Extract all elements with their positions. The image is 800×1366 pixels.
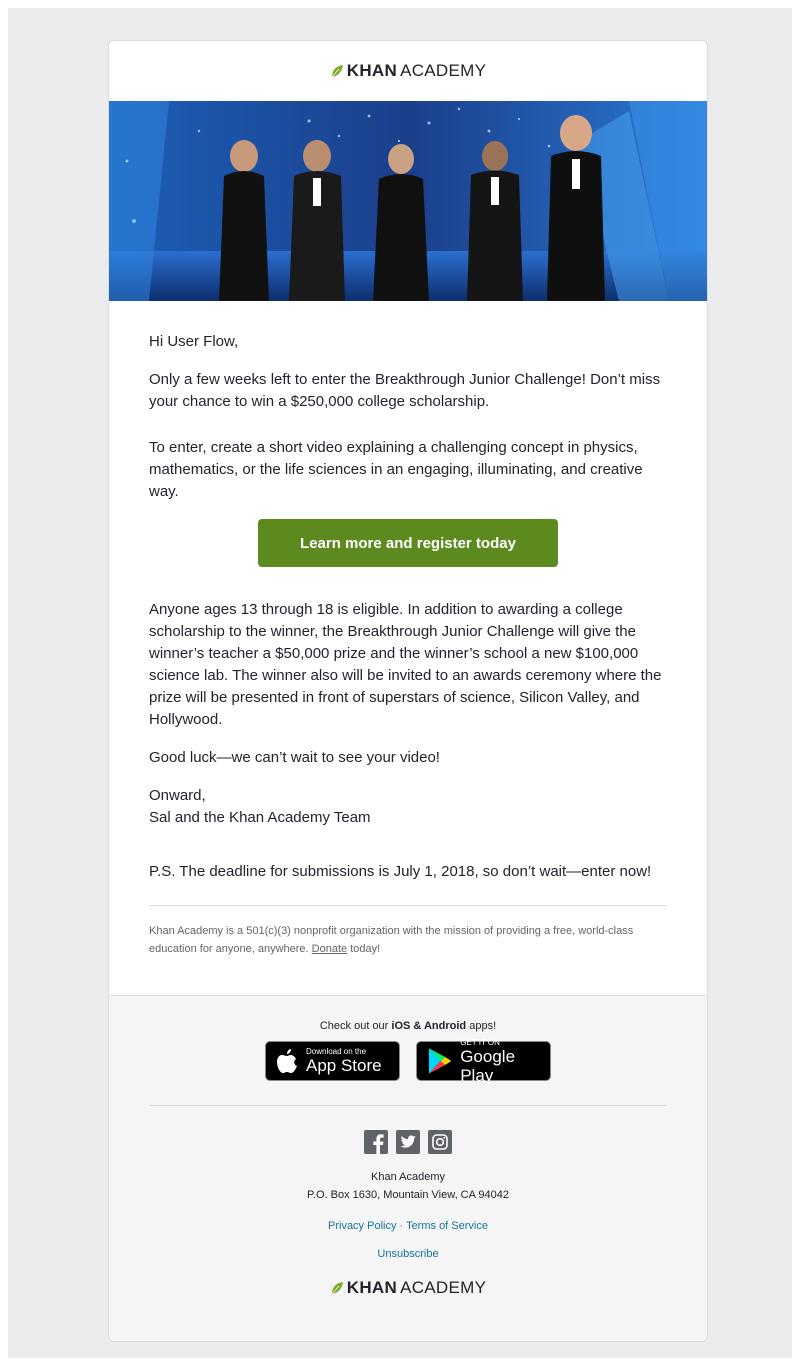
logo-text-bold: KHAN — [346, 61, 398, 80]
email-background — [8, 8, 792, 1358]
unsubscribe-link[interactable]: Unsubscribe — [377, 1248, 439, 1260]
email-card — [108, 40, 708, 1342]
apps-suffix: apps! — [469, 1020, 497, 1032]
leaf-icon — [330, 1281, 344, 1295]
legal-links — [109, 1220, 707, 1232]
signature-line: Sal and the Khan Academy Team — [149, 809, 371, 826]
email-footer — [109, 995, 707, 1341]
unsubscribe-row — [109, 1248, 707, 1260]
twitter-icon[interactable] — [396, 1130, 420, 1154]
apps-promo-text — [109, 1020, 707, 1032]
app-store-small-text: Download on the — [306, 1047, 367, 1056]
google-play-badge[interactable] — [416, 1037, 551, 1085]
footer-divider — [149, 1105, 667, 1106]
instagram-icon[interactable] — [428, 1130, 452, 1154]
paragraph-how-to-enter: To enter, create a short video explaining a challenging concept in physics, mathematics, or the life sciences in an engaging, illuminating, and creative way. — [149, 439, 643, 500]
google-play-icon — [427, 1047, 452, 1075]
apple-icon — [276, 1048, 298, 1074]
khan-academy-logo[interactable] — [330, 61, 486, 81]
footer-logo-text-light: ACADEMY — [400, 1278, 487, 1297]
app-store-badge[interactable] — [265, 1041, 400, 1081]
address-line: P.O. Box 1630, Mountain View, CA 94042 — [306, 1189, 509, 1201]
postscript: P.S. The deadline for submissions is July 1, 2018, so don’t wait—enter now! — [149, 863, 652, 880]
leaf-icon — [330, 64, 344, 78]
mission-after: today! — [350, 943, 381, 955]
khan-academy-footer-logo[interactable] — [330, 1278, 486, 1298]
header-logo-bar — [109, 41, 707, 101]
paragraph-intro: Only a few weeks left to enter the Breakthrough Junior Challenge! Don’t miss your chance to win a $250,000 college scholarship. — [149, 371, 661, 410]
paragraph-eligibility: Anyone ages 13 through 18 is eligible. In addition to awarding a college scholarship to the winner, the Breakthrough Junior Challenge will give the winner’s teacher a $50,000 prize and the winner’s school a new $100,000 science lab. The winner also will be invited to an awards ceremony where the prize will be presented in front of superstars of science, Silicon Valley, and Hollywood. — [149, 601, 662, 728]
ceremony-photo — [109, 101, 708, 301]
org-name: Khan Academy — [371, 1171, 445, 1183]
google-play-small-text: GET IT ON — [460, 1037, 500, 1047]
paragraph-good-luck: Good luck—we can’t wait to see your video! — [149, 749, 440, 766]
signoff-line: Onward, — [149, 787, 206, 804]
app-store-big-text: App Store — [306, 1056, 382, 1075]
postal-address — [109, 1168, 707, 1204]
hero-image — [109, 101, 708, 301]
learn-more-register-button[interactable]: Learn more and register today — [258, 519, 558, 567]
privacy-policy-link[interactable]: Privacy Policy — [328, 1220, 397, 1232]
legal-separator: · — [399, 1220, 404, 1232]
google-play-big-text: Google Play — [460, 1046, 516, 1085]
logo-text-light: ACADEMY — [400, 61, 487, 80]
donate-link[interactable]: Donate — [311, 943, 348, 955]
apps-prefix: Check out our — [319, 1020, 389, 1032]
cta-wrapper — [149, 519, 667, 567]
footer-logo-text-bold: KHAN — [346, 1278, 398, 1297]
greeting: Hi User Flow, — [149, 333, 239, 350]
facebook-icon[interactable] — [364, 1130, 388, 1154]
signoff — [149, 785, 667, 829]
app-badges — [109, 1037, 707, 1085]
apps-platforms: iOS & Android — [391, 1020, 467, 1032]
social-links — [109, 1130, 707, 1154]
mission-statement — [109, 906, 707, 984]
footer-logo-wrapper — [109, 1278, 707, 1298]
mission-text: Khan Academy is a 501(c)(3) nonprofit organization with the mission of providing a free, world-class education for anyone, anywhere. — [149, 925, 634, 955]
email-body — [109, 301, 707, 883]
terms-of-service-link[interactable]: Terms of Service — [406, 1220, 488, 1232]
